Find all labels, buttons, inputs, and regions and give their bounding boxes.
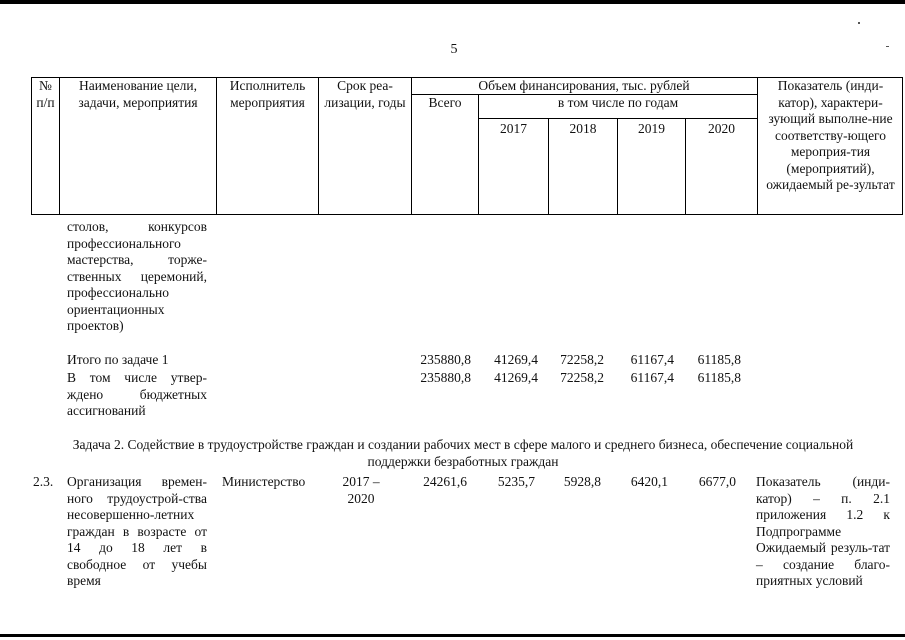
row-total-2018: 72258,2: [560, 352, 604, 367]
continued-item-name: столов, конкурсов профессионального мастерства, торже-ственных церемоний, профессионально ориентационных проектов): [67, 219, 207, 333]
row-total-2017: 41269,4: [494, 352, 538, 367]
item-2-3-2020: 6677,0: [698, 474, 736, 489]
item-2-3-2017: 5235,7: [497, 474, 535, 489]
header-col-funding: Объем финансирования, тыс. рублей: [478, 78, 690, 93]
item-2-3-number: 2.3.: [33, 474, 54, 489]
scan-speck: [858, 22, 860, 24]
row-approved-2018: 72258,2: [560, 370, 604, 385]
page-number: 5: [450, 42, 458, 57]
item-2-3-executor: Министерство: [222, 474, 306, 489]
header-year-2020: 2020: [708, 121, 735, 136]
header-col-indicator: Показатель (инди-катор), характери-зующий выполне-ние соответству-ющего мероприя-тия (мероприятий), ожидаемый ре-зультат: [766, 78, 895, 192]
header-col-number: № п/п: [36, 78, 55, 110]
row-total-2019: 61167,4: [630, 352, 674, 367]
task-2-heading: Задача 2. Содействие в трудоустройстве граждан и создании рабочих мест в сфере малого и среднего бизнеса, обеспечение социальной поддержки безработных граждан: [72, 437, 854, 469]
item-2-3-total: 24261,6: [423, 474, 467, 489]
header-year-2019: 2019: [638, 121, 665, 136]
item-2-3-2019: 6420,1: [630, 474, 668, 489]
scan-speck: [886, 46, 889, 47]
row-approved-2020: 61185,8: [697, 370, 741, 385]
header-col-term: Срок реа-лизации, годы: [324, 78, 406, 110]
row-approved-2017: 41269,4: [494, 370, 538, 385]
item-2-3-2018: 5928,8: [563, 474, 601, 489]
scan-bottom-border: [0, 634, 905, 637]
header-year-2017: 2017: [500, 121, 527, 136]
row-total-2020: 61185,8: [697, 352, 741, 367]
row-total-label: Итого по задаче 1: [67, 352, 169, 367]
header-col-total: Всего: [428, 95, 462, 110]
row-total-sum: 235880,8: [420, 352, 471, 367]
header-col-name: Наименование цели, задачи, мероприятия: [78, 78, 198, 110]
row-approved-2019: 61167,4: [630, 370, 674, 385]
item-2-3-indicator: Показатель (инди-катор) – п. 2.1 приложения 1.2 к Подпрограмме Ожидаемый резуль-тат – создание благо-приятных условий: [756, 474, 890, 588]
header-col-executor: Исполнитель мероприятия: [229, 78, 306, 110]
row-approved-sum: 235880,8: [420, 370, 471, 385]
header-col-years-group: в том числе по годам: [557, 95, 679, 110]
header-year-2018: 2018: [569, 121, 597, 136]
item-2-3-name: Организация времен-ного трудоустрой-ства несовершенно-летних граждан в возрасте от 14 до 18 лет в свободное от учебы время: [67, 474, 207, 588]
table-header: [31, 77, 903, 215]
scan-top-border: [0, 0, 905, 4]
row-approved-label: В том числе утвер-ждено бюджетных ассигнований: [67, 370, 207, 418]
item-2-3-term: 2017 – 2020: [342, 474, 380, 506]
